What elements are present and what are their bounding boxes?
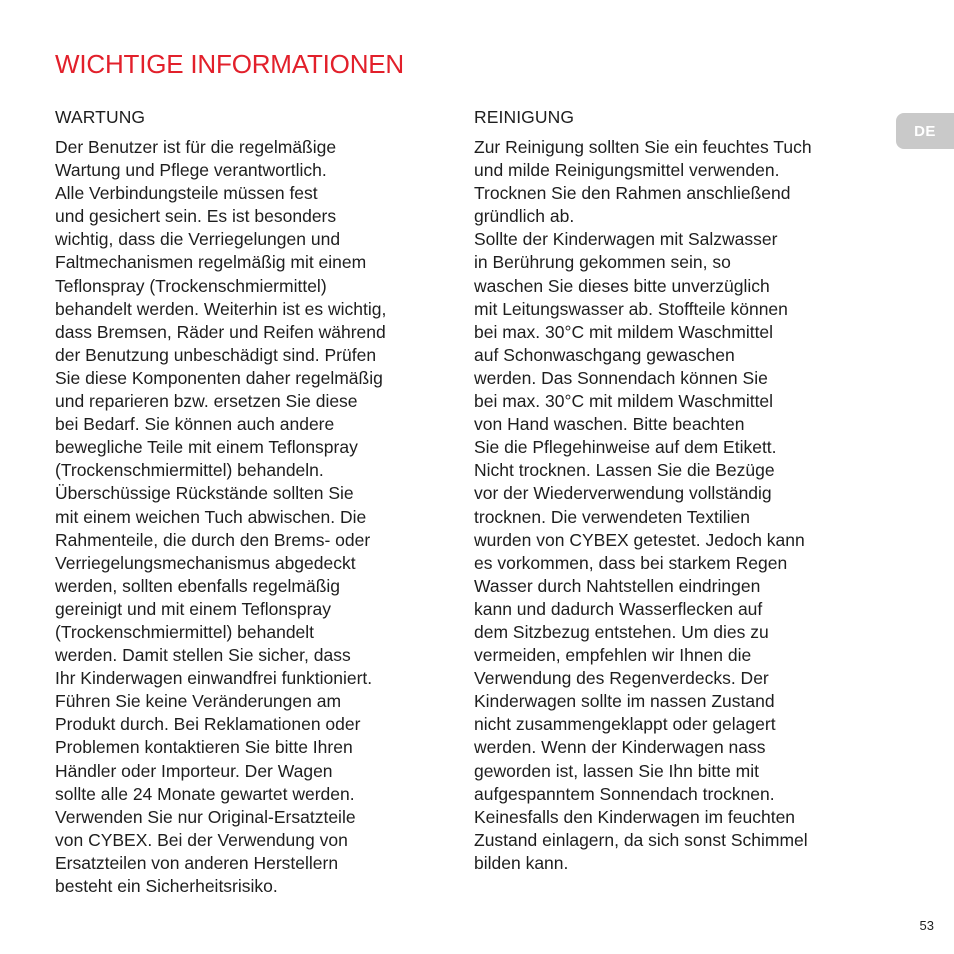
text-line: nicht zusammengeklappt oder gelagert [474, 714, 776, 735]
text-line: bei max. 30°C mit mildem Waschmittel [474, 321, 774, 342]
text-line: (Trockenschmiermittel) behandeln. [55, 460, 324, 481]
text-line: besteht ein Sicherheitsrisiko. [55, 876, 278, 896]
wartung-heading: WARTUNG [55, 107, 146, 127]
text-line: Kinderwagen sollte im nassen Zustand [474, 691, 775, 712]
text-line: Der Benutzer ist für die regelmäßige [55, 137, 337, 157]
reinigung-body [474, 136, 864, 875]
text-line: werden. Damit stellen Sie sicher, dass [55, 645, 351, 666]
text-line: bei max. 30°C mit mildem Waschmittel [474, 391, 774, 412]
language-tab-label: DE [914, 122, 936, 140]
text-line: Zustand einlagern, da sich sonst Schimmel [474, 829, 808, 850]
text-line: Produkt durch. Bei Reklamationen oder [55, 714, 361, 735]
page-title: WICHTIGE INFORMATIONEN [55, 49, 404, 79]
text-line: sollte alle 24 Monate gewartet werden. [55, 783, 355, 804]
text-line: werden, sollten ebenfalls regelmäßig [55, 575, 341, 596]
text-line: Keinesfalls den Kinderwagen im feuchten [474, 806, 796, 827]
reinigung-heading: REINIGUNG [474, 107, 575, 127]
text-line: von Hand waschen. Bitte beachten [474, 414, 745, 435]
text-line: aufgespanntem Sonnendach trocknen. [474, 783, 775, 804]
text-line: Sie diese Komponenten daher regelmäßig [55, 367, 383, 388]
text-line: werden. Wenn der Kinderwagen nass [474, 737, 766, 758]
text-line: Führen Sie keine Veränderungen am [55, 691, 342, 712]
text-line: auf Schonwaschgang gewaschen [474, 344, 735, 365]
text-line: gereinigt und mit einem Teflonspray [55, 598, 331, 619]
text-line: Ersatzteilen von anderen Herstellern [55, 852, 339, 873]
text-line: Sie die Pflegehinweise auf dem Etikett. [474, 437, 777, 458]
text-line: und milde Reinigungsmittel verwenden. [474, 160, 780, 181]
language-tab [896, 113, 954, 149]
text-line: Rahmenteile, die durch den Brems- oder [55, 529, 371, 550]
text-line: Faltmechanismen regelmäßig mit einem [55, 252, 367, 273]
text-line: in Berührung gekommen sein, so [474, 252, 731, 273]
text-line: Händler oder Importeur. Der Wagen [55, 760, 333, 781]
text-line: mit Leitungswasser ab. Stoffteile können [474, 298, 788, 319]
text-line: Zur Reinigung sollten Sie ein feuchtes Tuch [474, 137, 812, 157]
text-line: es vorkommen, dass bei starkem Regen [474, 552, 788, 573]
wartung-body [55, 136, 445, 898]
text-line: geworden ist, lassen Sie Ihn bitte mit [474, 760, 760, 781]
text-line: Verwendung des Regenverdecks. Der [474, 668, 769, 689]
text-line: vor der Wiederverwendung vollständig [474, 483, 772, 504]
text-line: dem Sitzbezug entstehen. Um dies zu [474, 621, 769, 642]
text-line: Überschüssige Rückstände sollten Sie [55, 483, 354, 504]
text-line: Verriegelungsmechanismus abgedeckt [55, 552, 356, 573]
page-number: 53 [919, 918, 934, 933]
text-line: wurden von CYBEX getestet. Jedoch kann [474, 529, 805, 550]
text-line: von CYBEX. Bei der Verwendung von [55, 829, 348, 850]
text-line: (Trockenschmiermittel) behandelt [55, 621, 315, 642]
text-line: vermeiden, empfehlen wir Ihnen die [474, 645, 752, 666]
text-line: mit einem weichen Tuch abwischen. Die [55, 506, 367, 527]
text-line: dass Bremsen, Räder und Reifen während [55, 321, 386, 342]
text-line: Sollte der Kinderwagen mit Salzwasser [474, 229, 778, 250]
text-line: bei Bedarf. Sie können auch andere [55, 414, 335, 435]
text-line: gründlich ab. [474, 206, 575, 227]
text-line: bilden kann. [474, 852, 569, 873]
text-line: Wartung und Pflege verantwortlich. [55, 160, 327, 181]
reinigung-section [474, 106, 864, 875]
text-line: bewegliche Teile mit einem Teflonspray [55, 437, 358, 458]
text-line: Wasser durch Nahtstellen eindringen [474, 575, 761, 596]
text-line: Ihr Kinderwagen einwandfrei funktioniert. [55, 668, 373, 689]
text-line: Trocknen Sie den Rahmen anschließend [474, 183, 791, 204]
text-line: Verwenden Sie nur Original-Ersatzteile [55, 806, 356, 827]
text-line: kann und dadurch Wasserflecken auf [474, 598, 763, 619]
text-line: werden. Das Sonnendach können Sie [474, 367, 768, 388]
text-line: Nicht trocknen. Lassen Sie die Bezüge [474, 460, 775, 481]
text-line: Teflonspray (Trockenschmiermittel) [55, 275, 327, 296]
text-line: trocknen. Die verwendeten Textilien [474, 506, 750, 527]
text-line: und gesichert sein. Es ist besonders [55, 206, 337, 227]
text-line: wichtig, dass die Verriegelungen und [55, 229, 341, 250]
text-line: der Benutzung unbeschädigt sind. Prüfen [55, 344, 377, 365]
text-line: Alle Verbindungsteile müssen fest [55, 183, 318, 204]
wartung-section [55, 106, 445, 898]
text-line: behandelt werden. Weiterhin ist es wichtig, [55, 298, 387, 319]
text-line: waschen Sie dieses bitte unverzüglich [474, 275, 770, 296]
text-line: Problemen kontaktieren Sie bitte Ihren [55, 737, 353, 758]
text-line: und reparieren bzw. ersetzen Sie diese [55, 391, 358, 412]
